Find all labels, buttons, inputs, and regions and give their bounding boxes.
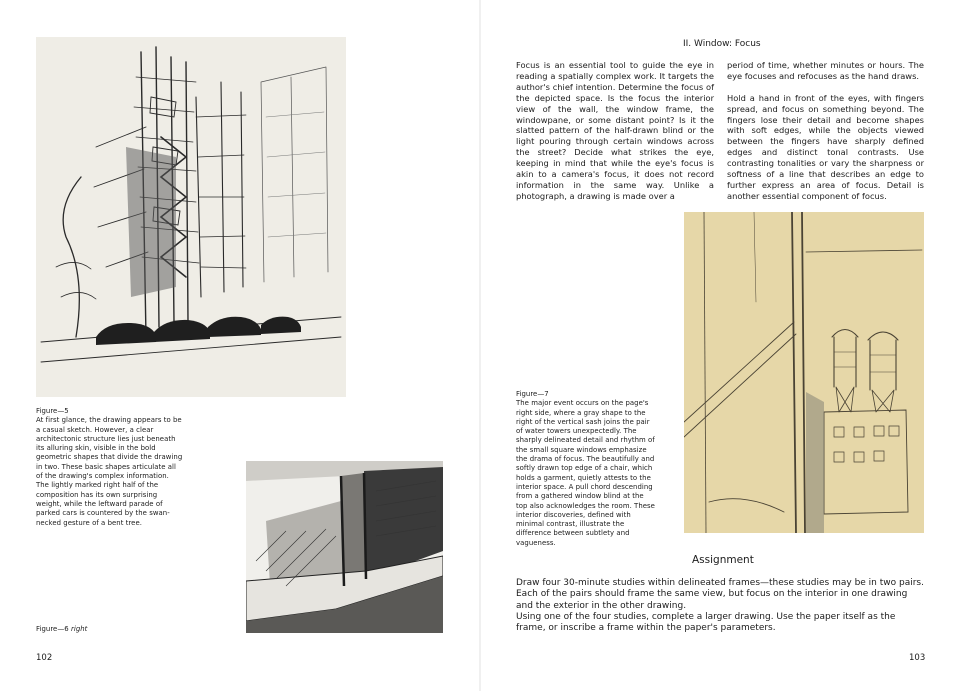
figure-7-water-towers-drawing (684, 212, 924, 533)
body-column-1 (516, 60, 714, 213)
body-column-1-paragraph: Focus is an essential tool to guide the eye in reading a spatially complex work. It targets the author's chief intention. Determine the focus of the depicted space. Is the focus the interior view of the wall, the window frame, the windowpane, or some distant point? Is it the slatted pattern of the half-drawn blind or the light pouring through certain windows across the street? Decide what strikes the eye, keeping in mind that while the eye's focus is akin to a camera's focus, it does not record information in the same way. Unlike a photograph, a drawing is made over a (516, 60, 714, 201)
figure-5-caption-text: At first glance, the drawing appears to be a casual sketch. However, a clear architectonic structure lies just beneath its alluring skin, visible in the bold geometric shapes that divide the drawing in two. These basic shapes articulate all of the drawing's complex information. The lightly marked right half of the composition has its own surprising weight, while the leftward parade of parked cars is countered by the swan-necked gesture of a bent tree. (36, 416, 183, 527)
figure-5-label: Figure—5 (36, 407, 69, 415)
assignment-body (516, 578, 926, 634)
assignment-title: Assignment (692, 554, 754, 566)
figure-5-caption (36, 407, 184, 528)
figure-5-sketch-image (36, 37, 346, 397)
page-number-right: 103 (909, 653, 926, 663)
figure-6-caption (36, 625, 156, 634)
figure-6-window-drawing (246, 461, 443, 633)
figure-7-caption-text: The major event occurs on the page's right side, where a gray shape to the right of the vertical sash joins the pair of water towers unexpectedly. The sharply delineated detail and rhythm of the small square windows emphasize the drama of focus. The beautifully and softly drawn top edge of a chair, which holds a garment, quietly attests to the interior space. A pull chord descending from a gathered window blind at the top also acknowledges the room. These interior discoveries, defined with minimal contrast, illustrate the difference between subtlety and vagueness. (516, 399, 655, 547)
assignment-paragraph-1: Draw four 30-minute studies within delineated frames—these studies may be in two pairs. Each of the pairs should frame the same view, but focus on the interior in one drawing and the exterior in the other drawing. (516, 578, 924, 611)
body-column-2 (727, 60, 924, 213)
assignment-paragraph-2: Using one of the four studies, complete a larger drawing. Use the paper itself as the frame, or inscribe a frame within the paper's parameters. (516, 611, 896, 634)
page-number-left: 102 (36, 653, 53, 663)
figure-7-label: Figure—7 (516, 390, 549, 398)
section-title: II. Window: Focus (683, 39, 761, 49)
book-gutter (479, 0, 481, 691)
figure-7-caption (516, 390, 656, 548)
body-column-2-paragraph-1: period of time, whether minutes or hours. The eye focuses and refocuses as the hand draws. (727, 60, 924, 81)
body-column-2-paragraph-2: Hold a hand in front of the eyes, with fingers spread, and focus on something beyond. The fingers lose their detail and become shapes with soft edges, while the objects viewed between the fingers have sharply defined edges and distinct tonal contrasts. Use contrasting tonalities or vary the sharpness or softness of a line that describes an edge to further express an area of focus. Detail is another essential component of focus. (727, 92, 924, 201)
figure-6-label: Figure—6 (36, 625, 69, 633)
figure-6-position: right (70, 625, 88, 633)
